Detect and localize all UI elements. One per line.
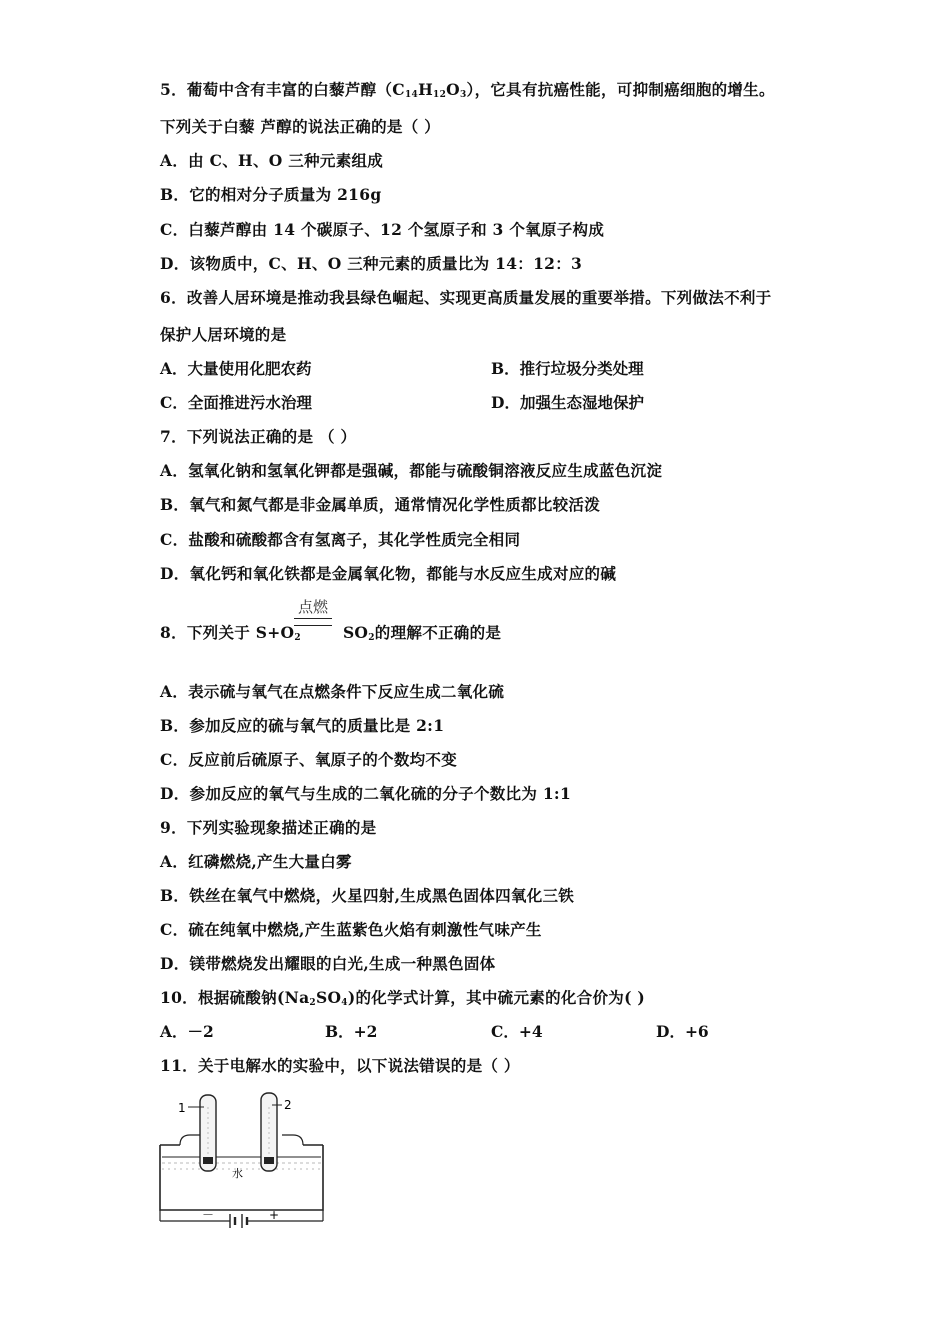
q5-stem: 5．葡萄中含有丰富的白藜芦醇$(C_{14}H_{12}O_3)$，它具有抗癌性能，可抑制癌细胞的增生。 bbox=[160, 80, 775, 100]
diagram-minus-sign: － bbox=[202, 1208, 215, 1222]
q9-stem: 9．下列实验现象描述正确的是 bbox=[160, 818, 377, 837]
q7-stem: 7．下列说法正确的是 （ ） bbox=[160, 427, 357, 446]
q10-option-d: D．+6 bbox=[656, 1022, 709, 1041]
q9-option-d: D．镁带燃烧发出耀眼的白光,生成一种黑色固体 bbox=[160, 954, 496, 973]
diagram-label-1: 1 bbox=[178, 1101, 186, 1115]
q8-option-b: B．参加反应的硫与氧气的质量比是 2:1 bbox=[160, 716, 445, 735]
q5-option-d: D．该物质中，C、H、O 三种元素的质量比为 14：12：3 bbox=[160, 254, 583, 273]
electrolysis-apparatus-diagram bbox=[158, 1085, 328, 1235]
q6-stem-2: 保护人居环境的是 bbox=[160, 325, 287, 344]
q5-option-b: B．它的相对分子质量为 216g bbox=[160, 185, 382, 204]
q6-stem: 6．改善人居环境是推动我县绿色崛起、实现更高质量发展的重要举措。下列做法不利于 bbox=[160, 288, 772, 307]
q6-option-b: B．推行垃圾分类处理 bbox=[491, 359, 644, 378]
q9-option-b: B．铁丝在氧气中燃烧，火星四射,生成黑色固体四氧化三铁 bbox=[160, 886, 575, 905]
q10-stem: 10．根据硫酸钠$(Na_2SO_4)$的化学式计算，其中硫元素的化合价为( ) bbox=[160, 988, 646, 1008]
q7-option-b: B．氧气和氮气都是非金属单质，通常情况化学性质都比较活泼 bbox=[160, 495, 601, 514]
q8-reaction-condition: 点燃 bbox=[297, 598, 328, 616]
q11-stem: 11．关于电解水的实验中，以下说法错误的是（ ） bbox=[160, 1056, 520, 1075]
q7-option-d: D．氧化钙和氧化铁都是金属氧化物，都能与水反应生成对应的碱 bbox=[160, 564, 617, 583]
q8-option-c: C．反应前后硫原子、氧原子的个数均不变 bbox=[160, 750, 458, 769]
q5-option-a: A．由 C、H、O 三种元素组成 bbox=[160, 151, 384, 170]
q8-option-d: D．参加反应的氧气与生成的二氧化硫的分子个数比为 1:1 bbox=[160, 784, 572, 803]
q10-option-c: C．+4 bbox=[491, 1022, 543, 1041]
diagram-water-label: 水 bbox=[232, 1167, 243, 1180]
q6-option-d: D．加强生态湿地保护 bbox=[491, 393, 644, 412]
diagram-plus-sign: + bbox=[269, 1208, 280, 1222]
q9-option-c: C．硫在纯氧中燃烧,产生蓝紫色火焰有刺激性气味产生 bbox=[160, 920, 542, 939]
diagram-label-2: 2 bbox=[284, 1098, 292, 1112]
q8-stem: 8．下列关于 $S+O_2$ $SO_2$的理解不正确的是 bbox=[160, 623, 502, 643]
q7-option-a: A．氢氧化钠和氢氧化钾都是强碱，都能与硫酸铜溶液反应生成蓝色沉淀 bbox=[160, 461, 663, 480]
q5-option-c: C．白藜芦醇由 14 个碳原子、12 个氢原子和 3 个氧原子构成 bbox=[160, 220, 605, 239]
q7-option-c: C．盐酸和硫酸都含有氢离子，其化学性质完全相同 bbox=[160, 530, 521, 549]
q6-option-c: C．全面推进污水治理 bbox=[160, 393, 312, 412]
q5-stem-2: 下列关于白藜 芦醇的说法正确的是（ ） bbox=[160, 117, 440, 136]
q10-option-a: A．－2 bbox=[160, 1022, 214, 1041]
q10-option-b: B．+2 bbox=[325, 1022, 378, 1041]
q9-option-a: A．红磷燃烧,产生大量白雾 bbox=[160, 852, 352, 871]
q6-option-a: A．大量使用化肥农药 bbox=[160, 359, 312, 378]
q8-option-a: A．表示硫与氧气在点燃条件下反应生成二氧化硫 bbox=[160, 682, 505, 701]
